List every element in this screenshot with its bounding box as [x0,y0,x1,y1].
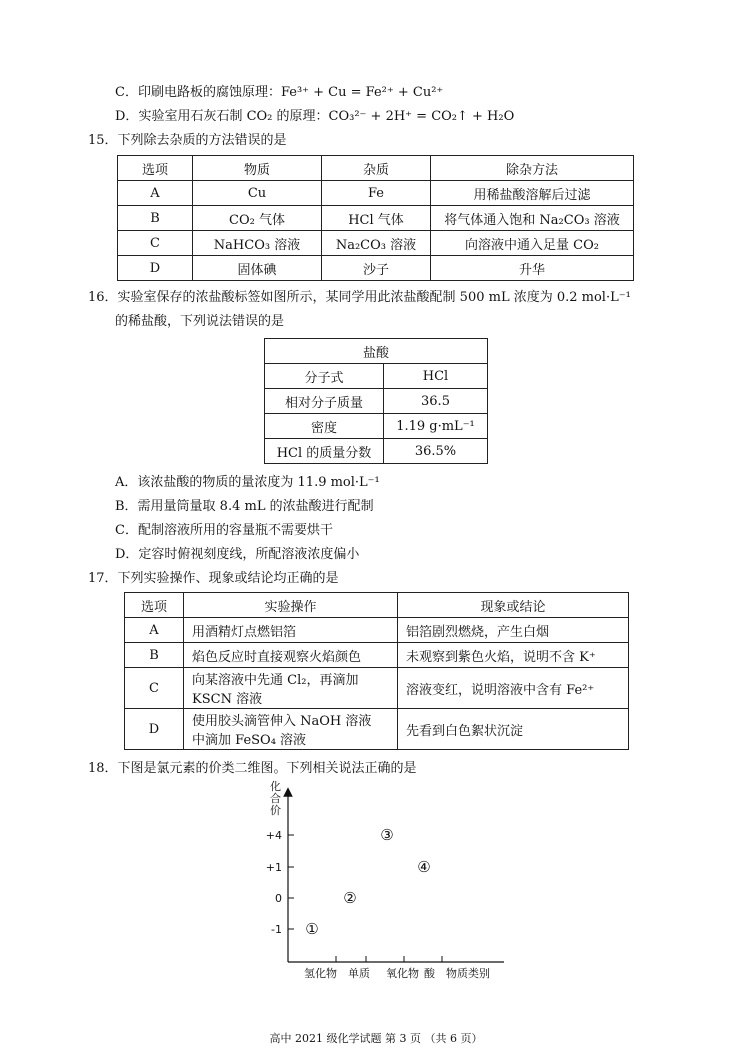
table-cell: 相对分子质量 [265,389,384,414]
x-tick-label: 酸 [424,967,435,980]
operation-text: 向某溶液中先通 Cl₂，再滴加 [192,673,359,688]
table-header-row [265,339,488,364]
table-cell: D [125,709,184,750]
table-cell: D [118,256,193,281]
table-cell [184,668,398,709]
table-cell: 向溶液中通入足量 CO₂ [431,231,634,256]
table-cell: 先看到白色絮状沉淀 [398,709,629,750]
table-cell: Fe [322,181,431,206]
table-cell: A [118,181,193,206]
y-tick-label: +1 [265,861,282,874]
table-header: 实验操作 [184,593,398,618]
table-cell: 将气体通入饱和 Na₂CO₃ 溶液 [431,206,634,231]
x-ticks [304,956,442,980]
x-tick-label: 氧化物 [386,967,419,980]
table-cell: HCl [384,364,488,389]
table-cell: 铝箔剧烈燃烧，产生白烟 [398,618,629,643]
table-cell: 用稀盐酸溶解后过滤 [431,181,634,206]
operation-text: 使用胶头滴管伸入 NaOH 溶液 [192,714,372,729]
q14-option-d-text: 实验室用石灰石制 CO₂ 的原理：CO₃²⁻ + 2H⁺ = CO₂↑ + H₂O [138,109,515,124]
table-cell: 1.19 g·mL⁻¹ [384,414,488,439]
table-cell: 分子式 [265,364,384,389]
operation-text: KSCN 溶液 [192,692,263,707]
y-axis-label-3: 价 [270,804,281,817]
table-cell [184,643,398,668]
data-point: ① [305,920,319,938]
table-cell: Cu [193,181,322,206]
table-row [265,414,488,439]
valence-class-chart [250,778,510,983]
table-header: 现象或结论 [398,593,629,618]
table-cell [184,618,398,643]
table-header: 物质 [193,156,322,181]
y-tick-label: 0 [275,892,282,905]
table-cell: 36.5% [384,439,488,464]
operation-text: 焰色反应时直接观察火焰颜色 [192,649,362,665]
table-row [118,206,634,231]
q16-option-a: A．该浓盐酸的物质的量浓度为 11.9 mol·L⁻¹ [115,475,380,490]
q16-option-d: D．定容时俯视刻度线，所配溶液浓度偏小 [115,547,360,562]
page-footer: 高中 2021 级化学试题 第 3 页 （共 6 页） [269,1032,483,1045]
table-cell [184,709,398,750]
q16-stem-line2: 的稀盐酸，下列说法错误的是 [115,314,285,329]
operation-text: 用酒精灯点燃铝箔 [192,624,297,640]
table-cell: 沙子 [322,256,431,281]
x-axis-label: 物质类别 [446,967,490,980]
table-cell: C [118,231,193,256]
table-row [265,364,488,389]
table-row [125,643,629,668]
table-cell: 固体碘 [193,256,322,281]
table-header-row [125,593,629,618]
table-cell: HCl 的质量分数 [265,439,384,464]
data-point: ④ [417,858,431,876]
table-cell: 36.5 [384,389,488,414]
table-cell: B [125,643,184,668]
y-tick-label: -1 [271,923,282,936]
y-ticks [266,829,294,936]
q17-stem: 17．下列实验操作、现象或结论均正确的是 [88,571,339,586]
table-row [265,389,488,414]
table-row [118,231,634,256]
table-cell: NaHCO₃ 溶液 [193,231,322,256]
table-row [265,439,488,464]
table-row [125,709,629,750]
data-point: ② [343,889,357,907]
y-axis-label-2: 合 [270,792,281,805]
q14-option-d [115,108,514,126]
q16-option-b: B．需用量筒量取 8.4 mL 的浓盐酸进行配制 [115,499,374,514]
data-points [305,826,430,938]
q15-stem: 15．下列除去杂质的方法错误的是 [88,133,287,148]
operation-text: 中滴加 FeSO₄ 溶液 [192,733,307,748]
table-cell: HCl 气体 [322,206,431,231]
q16-stem-line1: 16．实验室保存的浓盐酸标签如图所示，某同学用此浓盐酸配制 500 mL 浓度为 0.2 mol·L⁻¹ [88,290,631,305]
table-row [118,256,634,281]
table-cell: 溶液变红，说明溶液中含有 Fe²⁺ [398,668,629,709]
table-cell: 升华 [431,256,634,281]
table-row [125,668,629,709]
x-tick-label: 单质 [348,967,370,980]
table-cell: A [125,618,184,643]
table-cell: CO₂ 气体 [193,206,322,231]
table-cell: 密度 [265,414,384,439]
table-cell: 未观察到紫色火焰，说明不含 K⁺ [398,643,629,668]
table-header: 除杂方法 [431,156,634,181]
q17-table [124,592,629,750]
table-header-row [118,156,634,181]
table-row [118,181,634,206]
q14-option-c-text: 印刷电路板的腐蚀原理：Fe³⁺ + Cu = Fe²⁺ + Cu²⁺ [137,85,444,100]
x-tick-label: 氢化物 [304,967,337,980]
y-axis-label-1: 化 [270,780,281,793]
table-header: 选项 [118,156,193,181]
table-cell: Na₂CO₃ 溶液 [322,231,431,256]
hcl-label-table [264,338,488,464]
q14-option-c-label: C． [115,85,138,100]
table-header: 选项 [125,593,184,618]
table-row [125,618,629,643]
table-cell: B [118,206,193,231]
q14-option-d-label: D． [115,109,139,124]
table-header: 杂质 [322,156,431,181]
q18-stem: 18．下图是氯元素的价类二维图。下列相关说法正确的是 [88,761,417,776]
data-point: ③ [380,826,394,844]
y-tick-label: +4 [265,829,282,842]
table-cell: C [125,668,184,709]
q14-option-c [115,84,443,102]
label-title: 盐酸 [265,339,488,364]
q15-table [117,155,634,281]
q16-option-c: C．配制溶液所用的容量瓶不需要烘干 [115,523,333,538]
